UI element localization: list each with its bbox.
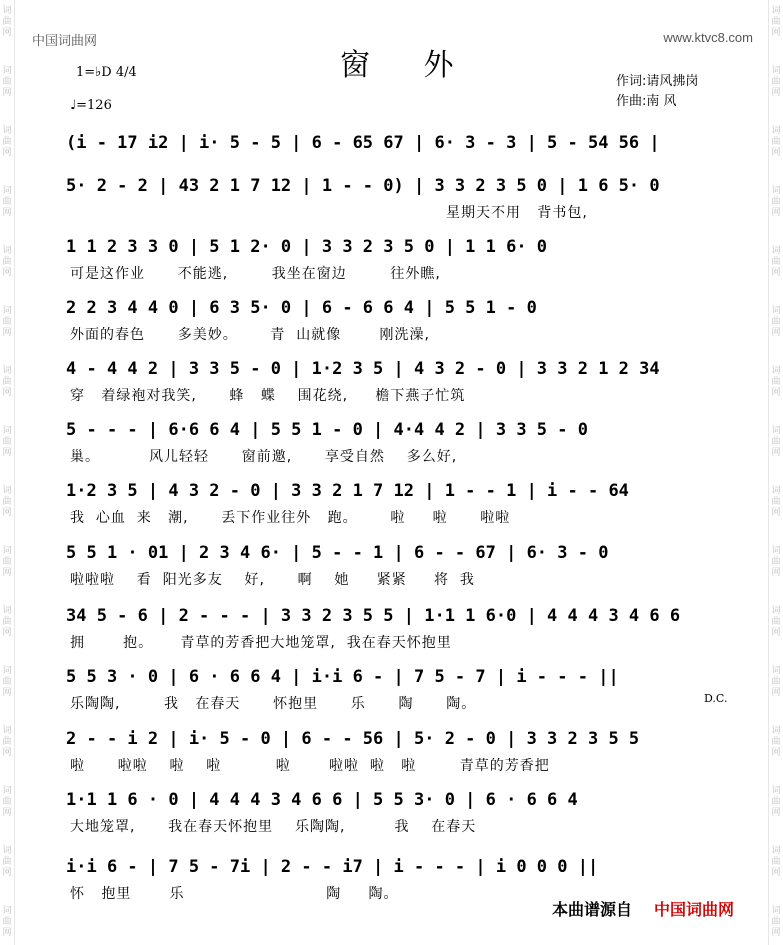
watermark-text: 词 曲 网: [771, 306, 781, 338]
watermark-text: 词 曲 网: [771, 726, 781, 758]
lyric-line-4: 穿 着绿袍对我笑, 蜂 蝶 围花绕, 檐下燕子忙筑: [70, 388, 466, 404]
site-url: www.ktvc8.com: [663, 30, 753, 45]
watermark-text: 词 曲 网: [2, 486, 12, 518]
watermark-text: 词 曲 网: [2, 846, 12, 878]
notation-line-13: [66, 855, 726, 881]
lyric-line-3: 外面的春色 多美妙。 青 山就像 刚洗澡,: [70, 327, 430, 343]
watermark-text: 词 曲 网: [2, 366, 12, 398]
watermark-text: 词 曲 网: [771, 366, 781, 398]
watermark-text: 词 曲 网: [771, 906, 781, 938]
composer: 作曲:南 风: [616, 94, 677, 109]
source-brand: 中国词曲网: [654, 900, 735, 919]
watermark-text: 词 曲 网: [2, 186, 12, 218]
watermark-text: 词 曲 网: [2, 906, 12, 938]
tempo-marking: ♩=126: [70, 98, 112, 113]
watermark-text: 词 曲 网: [771, 546, 781, 578]
watermark-text: 词 曲 网: [2, 246, 12, 278]
notation-line-10: [66, 665, 726, 691]
notation-line-5: [66, 357, 726, 383]
site-name: 中国词曲网: [32, 34, 98, 49]
notation-line-2: [66, 174, 726, 200]
watermark-text: 词 曲 网: [771, 426, 781, 458]
watermark-text: 词 曲 网: [771, 666, 781, 698]
watermark-text: 词 曲 网: [771, 486, 781, 518]
lyric-line-1: 星期天不用 背书包,: [446, 205, 588, 221]
watermark-text: 词 曲 网: [771, 606, 781, 638]
notation-line-8: [66, 541, 726, 567]
source-label: 本曲谱源自: [552, 900, 633, 919]
lyric-line-9: 乐陶陶, 我 在春天 怀抱里 乐 陶 陶。: [70, 696, 477, 712]
notation-text: 5 5 1 · 01 | 2 3 4 6· | 5 - - 1 | 6 - - 67 | 6· 3 - 0: [66, 543, 609, 563]
watermark-text: 词 曲 网: [2, 6, 12, 38]
lyric-line-5: 巢。 风儿轻轻 窗前邀, 享受自然 多么好,: [70, 449, 458, 465]
notation-text: 1 1 2 3 3 0 | 5 1 2· 0 | 3 3 2 3 5 0 | 1 1 6· 0: [66, 237, 548, 257]
notation-text: i·i 6 - | 7 5 - 7i | 2 - - i7 | i - - - | i 0 0 0 ||: [66, 857, 599, 877]
lyric-line-11: 大地笼罩, 我在春天怀抱里 乐陶陶, 我 在春天: [70, 819, 477, 835]
notation-text: 2 - - i 2 | i· 5 - 0 | 6 - - 56 | 5· 2 - 0 | 3 3 2 3 5 5: [66, 729, 640, 749]
notation-text: 4 - 4 4 2 | 3 3 5 - 0 | 1·2 3 5 | 4 3 2 - 0 | 3 3 2 1 2 34: [66, 359, 660, 379]
notation-text: 5· 2 - 2 | 43 2 1 7 12 | 1 - - 0) | 3 3 2 3 5 0 | 1 6 5· 0: [66, 176, 660, 196]
notation-text: 1·1 1 6 · 0 | 4 4 4 3 4 6 6 | 5 5 3· 0 | 6 · 6 6 4: [66, 790, 578, 810]
notation-line-9: [66, 604, 726, 630]
lyric-line-7: 啦啦啦 看 阳光多友 好, 啊 她 紧紧 将 我: [70, 572, 475, 588]
lyric-line-6: 我 心血 来 潮, 丢下作业往外 跑。 啦 啦 啦啦: [70, 510, 511, 526]
lyricist: 作词:请风拂岗: [616, 74, 699, 89]
notation-line-11: [66, 727, 726, 753]
watermark-text: 词 曲 网: [771, 66, 781, 98]
notation-text: 34 5 - 6 | 2 - - - | 3 3 2 3 5 5 | 1·1 1 6·0 | 4 4 4 3 4 6 6: [66, 606, 681, 626]
notation-line-6: [66, 418, 726, 444]
lyric-line-10: 啦 啦啦 啦 啦 啦 啦啦 啦 啦 青草的芳香把: [70, 758, 550, 774]
notation-line-3: [66, 235, 726, 261]
watermark-text: 词 曲 网: [771, 6, 781, 38]
watermark-text: 词 曲 网: [2, 546, 12, 578]
lyric-line-8: 拥 抱。 青草的芳香把大地笼罩, 我在春天怀抱里: [70, 635, 452, 651]
watermark-text: 词 曲 网: [2, 666, 12, 698]
notation-line-7: [66, 479, 726, 505]
source-credit: [552, 897, 734, 920]
watermark-text: 词 曲 网: [2, 306, 12, 338]
watermark-text: 词 曲 网: [771, 246, 781, 278]
watermark-text: 词 曲 网: [771, 786, 781, 818]
watermark-text: 词 曲 网: [771, 186, 781, 218]
notation-line-1: [66, 131, 726, 157]
lyric-line-2: 可是这作业 不能逃, 我坐在窗边 往外瞧,: [70, 266, 441, 282]
watermark-text: 词 曲 网: [2, 786, 12, 818]
song-title: 窗 外: [340, 48, 476, 83]
notation-line-12: [66, 788, 726, 814]
notation-line-4: [66, 296, 726, 322]
watermark-text: 词 曲 网: [2, 66, 12, 98]
right-watermark-strip: [768, 0, 783, 945]
left-watermark-strip: [0, 0, 15, 945]
notation-text: 2 2 3 4 4 0 | 6 3 5· 0 | 6 - 6 6 4 | 5 5 1 - 0: [66, 298, 537, 318]
notation-text: (i - 17 i2 | i· 5 - 5 | 6 - 65 67 | 6· 3 - 3 | 5 - 54 56 |: [66, 133, 660, 153]
dc-marking: D.C.: [704, 692, 728, 705]
watermark-text: 词 曲 网: [2, 606, 12, 638]
key-signature: 1=♭D 4/4: [76, 65, 137, 80]
credits: [616, 72, 698, 112]
notation-text: 5 - - - | 6·6 6 4 | 5 5 1 - 0 | 4·4 4 2 | 3 3 5 - 0: [66, 420, 588, 440]
notation-text: 5 5 3 · 0 | 6 · 6 6 4 | i·i 6 - | 7 5 - 7 | i - - - ||: [66, 667, 619, 687]
watermark-text: 词 曲 网: [2, 726, 12, 758]
watermark-text: 词 曲 网: [771, 126, 781, 158]
watermark-text: 词 曲 网: [771, 846, 781, 878]
watermark-text: 词 曲 网: [2, 426, 12, 458]
notation-text: 1·2 3 5 | 4 3 2 - 0 | 3 3 2 1 7 12 | 1 - - 1 | i - - 64: [66, 481, 629, 501]
lyric-line-12: 怀 抱里 乐 陶 陶。: [70, 886, 399, 902]
watermark-text: 词 曲 网: [2, 126, 12, 158]
